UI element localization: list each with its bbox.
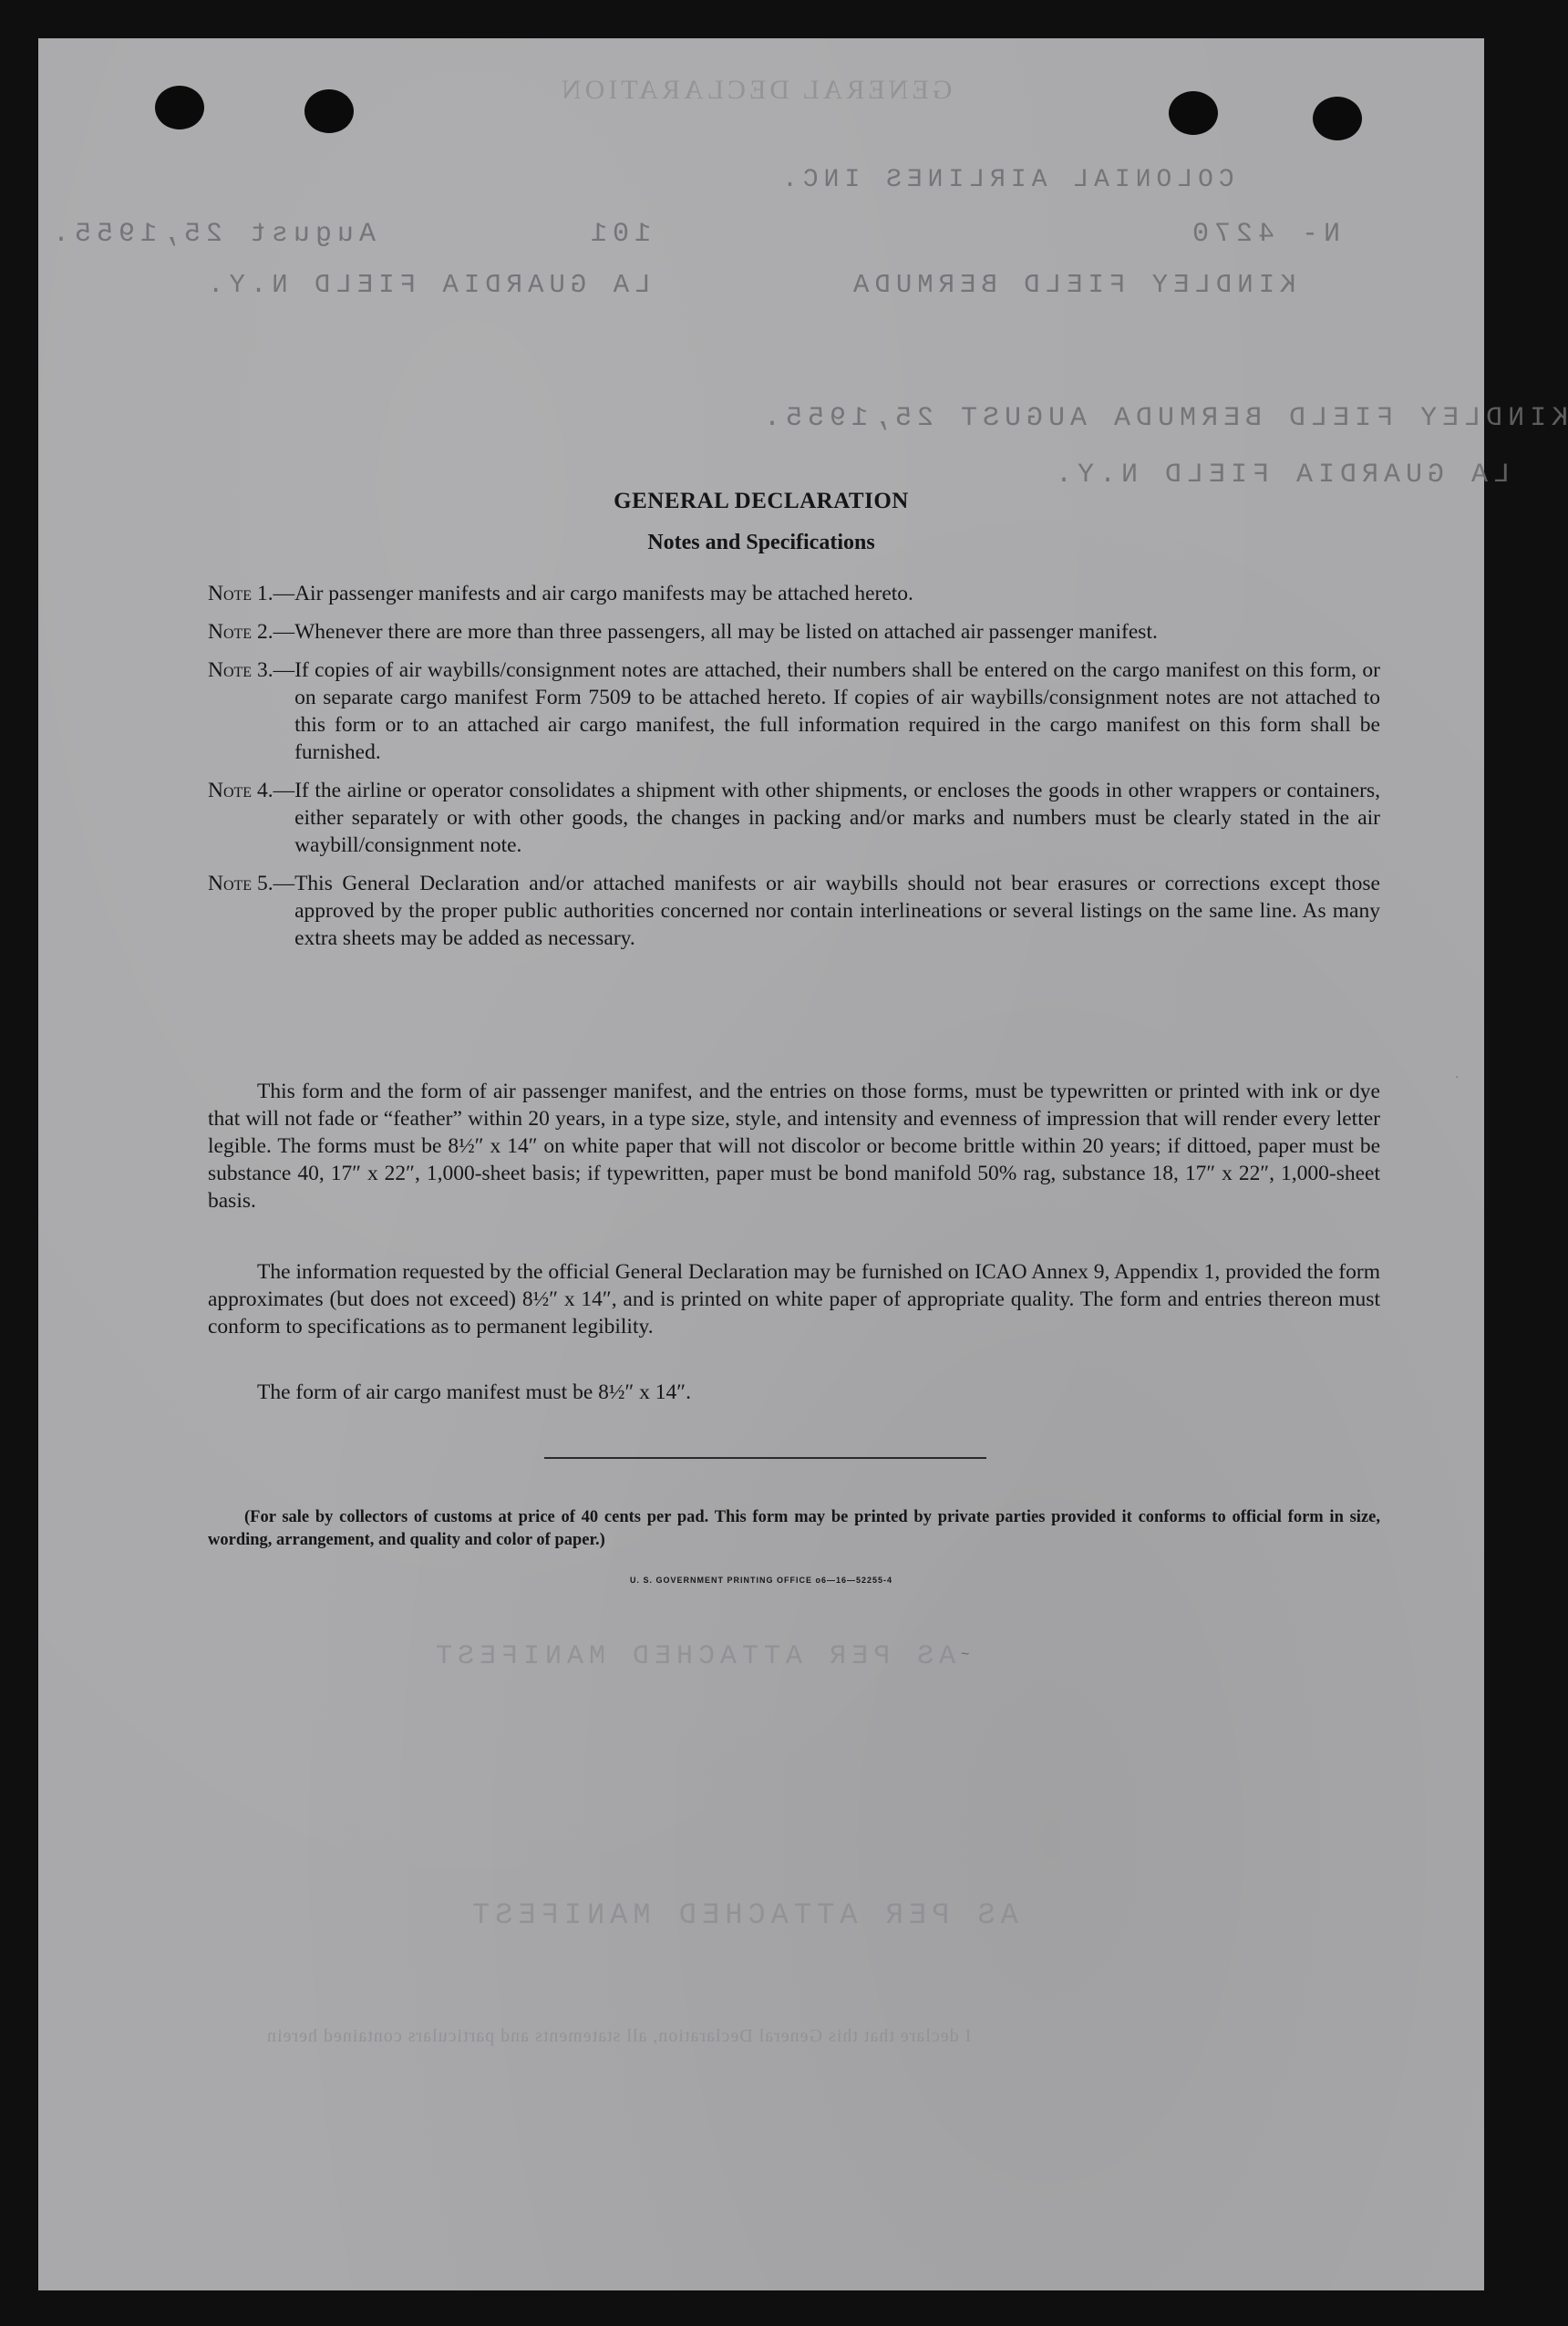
- ghost-itinerary-1: KINDLEY FIELD BERMUDA AUGUST 25,1955.: [758, 403, 1568, 434]
- printer-imprint: U. S. GOVERNMENT PRINTING OFFICE o6—16—52255-4: [629, 1576, 893, 1585]
- document-subtitle: Notes and Specifications: [647, 531, 875, 554]
- note-text: This General Declaration and/or attached manifests or air waybills should not bear erasures or corrections except those approved by the proper public authorities concerned nor contain interlineations or several listings on the same line. As many extra sheets may be added as necessary.: [294, 872, 1380, 950]
- ghost-passenger-manifest: AS PER ATTACHED MANIFEST: [430, 1641, 956, 1672]
- pencil-mark: ·: [1455, 1069, 1460, 1083]
- ghost-itinerary-2: LA GUARDIA FIELD N.Y.: [1050, 460, 1511, 491]
- ghost-departure: KINDLEY FIELD BERMUDA: [848, 270, 1296, 300]
- document-page: [38, 38, 1568, 2290]
- note-text: Whenever there are more than three passengers, all may be listed on attached air passenger manifest.: [294, 620, 1158, 644]
- note-item: [208, 618, 1380, 646]
- icao-paragraph: The information requested by the official General Declaration may be furnished on ICAO Annex 9, Appendix 1, provided the form approximates (but does not exceed) 8½″ x 14″, and is printed on white paper of appropriate quality. The form and entries thereon must conform to specifications as to permanent legibility.: [208, 1260, 1380, 1339]
- note-item: [208, 870, 1380, 952]
- document-title: GENERAL DECLARATION: [614, 489, 909, 513]
- note-label: Note 1.—: [208, 582, 295, 605]
- ghost-form-title: GENERAL DECLARATION: [558, 75, 953, 105]
- note-label: Note 3.—: [208, 658, 295, 682]
- punch-hole: [1169, 91, 1218, 135]
- note-text: If the airline or operator consolidates a shipment with other shipments, or encloses the goods in other wrappers or containers, either separately or with other goods, the changes in packing and/or marks and numbers must be clearly stated in the air waybill/consignment note.: [294, 779, 1380, 857]
- form-specification-paragraph: This form and the form of air passenger manifest, and the entries on those forms, must be typewritten or printed with ink or dye that will not fade or “feather” within 20 years, in a type size, style, and intensity and evenness of impression that will render every letter legible. The forms must be 8½″ x 14″ on white paper that will not discolor or become brittle within 20 years; if dittoed, paper must be substance 40, 17″ x 22″, 1,000-sheet basis; if typewritten, paper must be bond manifold 50% rag, substance 18, 17″ x 22″, 1,000-sheet basis.: [208, 1080, 1380, 1213]
- note-text: If copies of air waybills/consignment notes are attached, their numbers shall be entered on the cargo manifest on this form, or on separate cargo manifest Form 7509 to be attached hereto. If copies of air waybills/consignment notes are not attached to this form or to an attached air cargo manifest, the full information required in the cargo manifest on this form shall be furnished.: [294, 658, 1380, 764]
- cargo-manifest-size-paragraph: The form of air cargo manifest must be 8½″ x 14″.: [257, 1380, 691, 1404]
- ghost-date: August 25,1955.: [47, 219, 377, 250]
- note-text: Air passenger manifests and air cargo manifests may be attached hereto.: [294, 582, 913, 605]
- ghost-flight: 101: [585, 219, 652, 250]
- note-label: Note 4.—: [208, 779, 295, 802]
- note-label: Note 5.—: [208, 872, 295, 895]
- divider-line: [544, 1457, 986, 1459]
- ghost-cargo-manifest: AS PER ATTACHED MANIFEST: [467, 1898, 1018, 1932]
- note-item: [208, 656, 1380, 766]
- ghost-arrival: LA GUARDIA FIELD N.Y.: [202, 270, 651, 300]
- note-item: [208, 777, 1380, 859]
- punch-hole: [155, 86, 204, 129]
- note-item: [208, 580, 1380, 607]
- ghost-declaration-text: I declare that this General Declaration, all statements and particulars contained herein: [266, 2026, 972, 2046]
- notes-list: [208, 580, 1380, 963]
- ghost-flight-number: N- 4270: [1187, 219, 1341, 250]
- punch-hole: [1313, 97, 1362, 140]
- pencil-mark: ~: [961, 1647, 970, 1662]
- note-label: Note 2.—: [208, 620, 295, 644]
- ghost-airline-name: COLONIAL AIRLINES INC.: [777, 166, 1234, 194]
- punch-hole: [304, 89, 354, 133]
- sale-notice: (For sale by collectors of customs at price of 40 cents per pad. This form may be printed by private parties provided it conforms to official form in size, wording, arrangement, and quality and color of paper.): [208, 1508, 1380, 1549]
